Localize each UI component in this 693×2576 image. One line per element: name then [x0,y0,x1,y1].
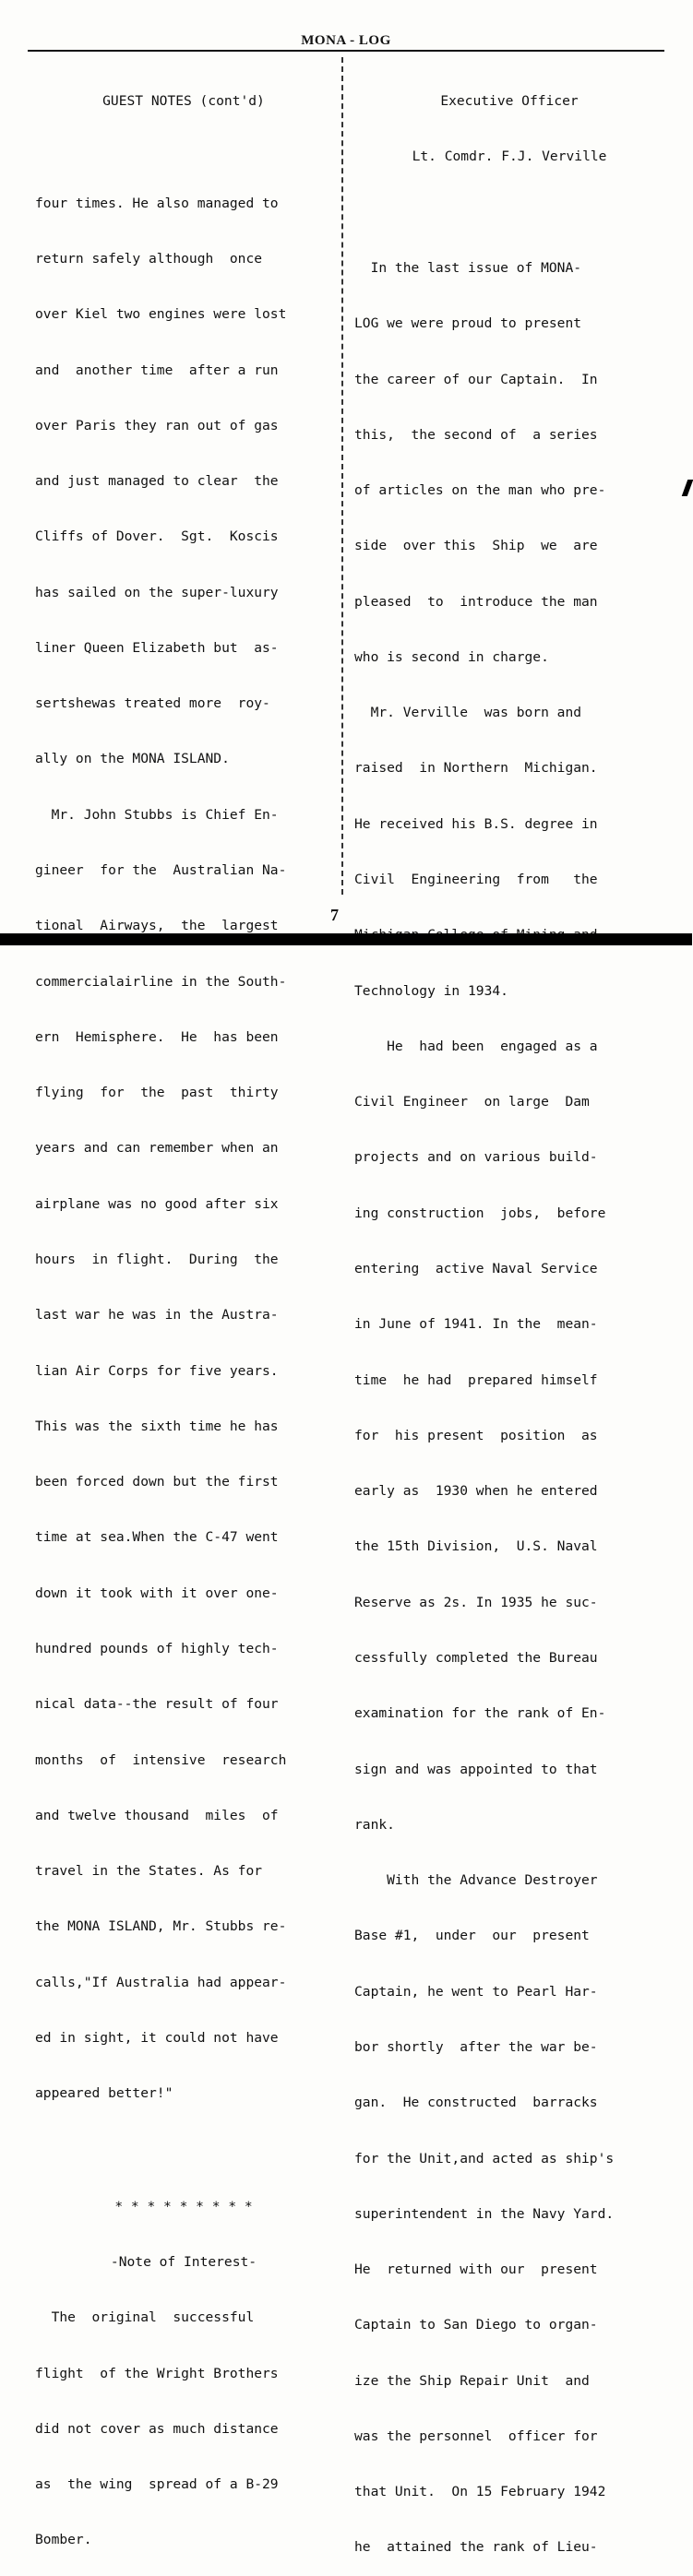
text-line: Cliffs of Dover. Sgt. Koscis [35,528,279,545]
text-line: Mr. John Stubbs is Chief En- [35,806,279,823]
text-line: did not cover as much distance [35,2420,279,2437]
right-column [354,55,664,2576]
text-line: over Paris they ran out of gas [35,417,279,433]
left-column [35,55,332,2569]
text-line: the 15th Division, U.S. Naval [354,1538,598,1555]
right-column-subheading: Lt. Comdr. F.J. Verville [412,148,607,165]
text-line: as the wing spread of a B-29 [35,2476,279,2493]
text-line: rank. [354,1816,395,1833]
text-line: LOG we were proud to present [354,315,582,332]
text-line: ed in sight, it could not have [35,2029,279,2046]
text-line: flying for the past thirty [35,1085,279,1101]
text-line: ize the Ship Repair Unit and [354,2372,590,2389]
text-line: Captain, he went to Pearl Har- [354,1983,598,2000]
text-line: Mr. Verville was born and [354,705,582,721]
text-line: Reserve as 2s. In 1935 he suc- [354,1594,598,1610]
text-line: gineer for the Australian Na- [35,862,287,879]
text-line: sertshewas treated more roy- [35,695,270,712]
text-line: appeared better!" [35,2085,173,2102]
text-line: raised in Northern Michigan. [354,760,598,777]
text-line: lian Air Corps for five years. [35,1362,279,1379]
text-line: for his present position as [354,1427,598,1443]
text-line: of articles on the man who pre- [354,482,606,499]
text-line: been forced down but the first [35,1474,279,1490]
text-line: gan. He constructed barracks [354,2095,598,2111]
text-line: who is second in charge. [354,648,549,665]
text-line: liner Queen Elizabeth but as- [35,639,279,656]
text-line: and another time after a run [35,362,279,378]
text-line: has sailed on the super-luxury [35,584,279,600]
text-line: return safely although once [35,250,263,267]
text-line: down it took with it over one- [35,1585,279,1601]
text-line: This was the sixth time he has [35,1418,279,1434]
text-line: pleased to introduce the man [354,593,598,610]
text-line: and twelve thousand miles of [35,1807,279,1823]
text-line: With the Advance Destroyer [354,1872,598,1889]
text-line: calls,"If Australia had appear- [35,1974,287,1990]
text-line: sign and was appointed to that [354,1761,598,1777]
text-line: and just managed to clear the [35,473,279,490]
text-line: nical data--the result of four [35,1696,279,1713]
left-column-heading: GUEST NOTES (cont'd) [102,93,265,110]
page-number: 7 [330,906,339,924]
text-line: hours in flight. During the [35,1252,279,1267]
text-line: last war he was in the Austra- [35,1307,279,1324]
text-line: was the personnel officer for [354,2428,598,2444]
text-line: Civil Engineer on large Dam [354,1094,590,1110]
text-line: Base #1, under our present [354,1928,590,1944]
star-separator: * * * * * * * * * [114,2198,253,2214]
text-line: he attained the rank of Lieu- [354,2539,598,2556]
text-line: commercialairline in the South- [35,973,287,990]
text-line: in June of 1941. In the mean- [354,1316,598,1333]
text-line: four times. He also managed to [35,195,279,211]
text-line: the career of our Captain. In [354,371,598,387]
text-line: years and can remember when an [35,1140,279,1157]
text-line: ally on the MONA ISLAND. [35,751,230,767]
text-line: this, the second of a series [354,426,598,443]
text-line: entering active Naval Service [354,1261,598,1276]
text-line: time at sea.When the C-47 went [35,1529,279,1546]
text-line: examination for the rank of En- [354,1705,606,1722]
masthead: MONA - LOG [301,33,391,48]
text-line: ing construction jobs, before [354,1205,606,1221]
header-rule [28,50,664,52]
text-line: airplane was no good after six [35,1195,279,1212]
text-line: He received his B.S. degree in [354,815,598,832]
text-line: for the Unit,and acted as ship's [354,2150,615,2166]
note-heading: -Note of Interest- [110,2253,257,2270]
scan-bottom-edge [0,933,692,945]
text-line: tional Airways, the largest [35,918,279,934]
text-line: the MONA ISLAND, Mr. Stubbs re- [35,1918,287,1935]
text-line: Captain to San Diego to organ- [354,2317,598,2333]
text-line: ern Hemisphere. He has been [35,1028,279,1045]
column-divider [341,57,343,895]
text-line: Bomber. [35,2532,92,2548]
right-column-heading: Executive Officer [440,93,579,110]
text-line: side over this Ship we are [354,538,598,554]
text-line: early as 1930 when he entered [354,1483,598,1500]
text-line: He returned with our present [354,2261,598,2278]
text-line: bor shortly after the war be- [354,2038,598,2055]
text-line: flight of the Wright Brothers [35,2365,279,2381]
text-line: hundred pounds of highly tech- [35,1640,279,1656]
text-line: cessfully completed the Bureau [354,1649,598,1666]
text-line: In the last issue of MONA- [354,259,582,276]
text-line: travel in the States. As for [35,1863,263,1880]
text-line: that Unit. On 15 February 1942 [354,2484,606,2500]
text-line: time he had prepared himself [354,1371,598,1388]
text-line: The original successful [35,2309,255,2326]
text-line: Technology in 1934. [354,982,508,999]
text-line: projects and on various build- [354,1149,598,1166]
text-line: Civil Engineering from the [354,872,598,888]
text-line: over Kiel two engines were lost [35,306,287,323]
scan-edge-mark [682,480,693,496]
text-line: He had been engaged as a [354,1038,598,1054]
text-line: months of intensive research [35,1751,287,1768]
text-line: superintendent in the Navy Yard. [354,2205,615,2222]
